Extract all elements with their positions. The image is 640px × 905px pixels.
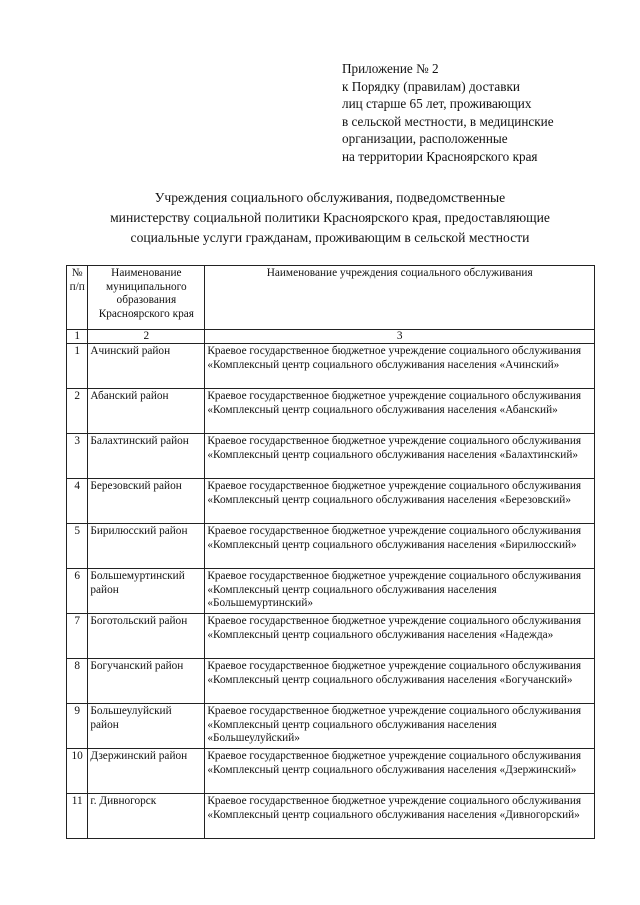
table-row	[67, 344, 595, 389]
table-row	[67, 749, 595, 794]
row-municipality: Большеулуйский район	[88, 704, 205, 749]
table-row	[67, 389, 595, 434]
institutions-table	[66, 265, 595, 839]
row-municipality: Абанский район	[88, 389, 205, 434]
row-number: 6	[67, 569, 88, 614]
row-institution: Краевое государственное бюджетное учреждение социального обслуживания «Комплексный центр социального обслуживания населения «Большеулуйский»	[205, 704, 595, 749]
row-number: 8	[67, 659, 88, 704]
table-header-row	[67, 266, 595, 330]
row-institution: Краевое государственное бюджетное учреждение социального обслуживания «Комплексный центр социального обслуживания населения «Ачинский»	[205, 344, 595, 389]
annex-line: в сельской местности, в медицинские	[342, 113, 554, 129]
table-row	[67, 434, 595, 479]
row-number: 2	[67, 389, 88, 434]
table-row	[67, 614, 595, 659]
table-row	[67, 794, 595, 839]
row-number: 9	[67, 704, 88, 749]
row-institution: Краевое государственное бюджетное учреждение социального обслуживания «Комплексный центр социального обслуживания населения «Березовский»	[205, 479, 595, 524]
row-institution: Краевое государственное бюджетное учреждение социального обслуживания «Комплексный центр социального обслуживания населения «Большемуртинский»	[205, 569, 595, 614]
row-municipality: Большемуртинский район	[88, 569, 205, 614]
row-municipality: Бирилюсский район	[88, 524, 205, 569]
header-num: № п/п	[67, 266, 88, 330]
title-line: социальные услуги гражданам, проживающим в сельской местности	[130, 230, 530, 245]
annex-line: на территории Красноярского края	[342, 148, 538, 164]
row-municipality: Балахтинский район	[88, 434, 205, 479]
row-municipality: Богучанский район	[88, 659, 205, 704]
row-municipality: Березовский район	[88, 479, 205, 524]
row-number: 1	[67, 344, 88, 389]
annex-line: Приложение № 2	[342, 61, 439, 76]
header-municipality: Наименование муниципального образования Красноярского края	[88, 266, 205, 330]
column-number: 1	[67, 330, 88, 344]
table-row	[67, 569, 595, 614]
title-line: министерству социальной политики Красноярского края, предоставляющие	[110, 210, 550, 225]
table-row	[67, 704, 595, 749]
annex-line: лиц старше 65 лет, проживающих	[342, 96, 532, 112]
header-institution: Наименование учреждения социального обслуживания	[205, 266, 595, 330]
row-municipality: Ачинский район	[88, 344, 205, 389]
row-municipality: г. Дивногорск	[88, 794, 205, 839]
column-number: 2	[88, 330, 205, 344]
row-number: 3	[67, 434, 88, 479]
row-number: 4	[67, 479, 88, 524]
table-row	[67, 659, 595, 704]
table-row	[67, 524, 595, 569]
row-number: 10	[67, 749, 88, 794]
annex-block	[342, 60, 632, 166]
row-institution: Краевое государственное бюджетное учреждение социального обслуживания «Комплексный центр социального обслуживания населения «Абанский»	[205, 389, 595, 434]
row-institution: Краевое государственное бюджетное учреждение социального обслуживания «Комплексный центр социального обслуживания населения «Балахтинский»	[205, 434, 595, 479]
row-institution: Краевое государственное бюджетное учреждение социального обслуживания «Комплексный центр социального обслуживания населения «Надежда»	[205, 614, 595, 659]
row-institution: Краевое государственное бюджетное учреждение социального обслуживания «Комплексный центр социального обслуживания населения «Дзержинский»	[205, 749, 595, 794]
annex-line: к Порядку (правилам) доставки	[342, 78, 520, 94]
column-number-row	[67, 330, 595, 344]
row-number: 7	[67, 614, 88, 659]
row-municipality: Дзержинский район	[88, 749, 205, 794]
row-municipality: Боготольский район	[88, 614, 205, 659]
row-number: 5	[67, 524, 88, 569]
row-number: 11	[67, 794, 88, 839]
document-title	[40, 188, 620, 248]
row-institution: Краевое государственное бюджетное учреждение социального обслуживания «Комплексный центр социального обслуживания населения «Бирилюсский»	[205, 524, 595, 569]
row-institution: Краевое государственное бюджетное учреждение социального обслуживания «Комплексный центр социального обслуживания населения «Дивногорский»	[205, 794, 595, 839]
annex-line: организации, расположенные	[342, 131, 508, 147]
row-institution: Краевое государственное бюджетное учреждение социального обслуживания «Комплексный центр социального обслуживания населения «Богучанский»	[205, 659, 595, 704]
table-row	[67, 479, 595, 524]
title-line: Учреждения социального обслуживания, подведомственные	[154, 190, 506, 205]
column-number: 3	[205, 330, 595, 344]
